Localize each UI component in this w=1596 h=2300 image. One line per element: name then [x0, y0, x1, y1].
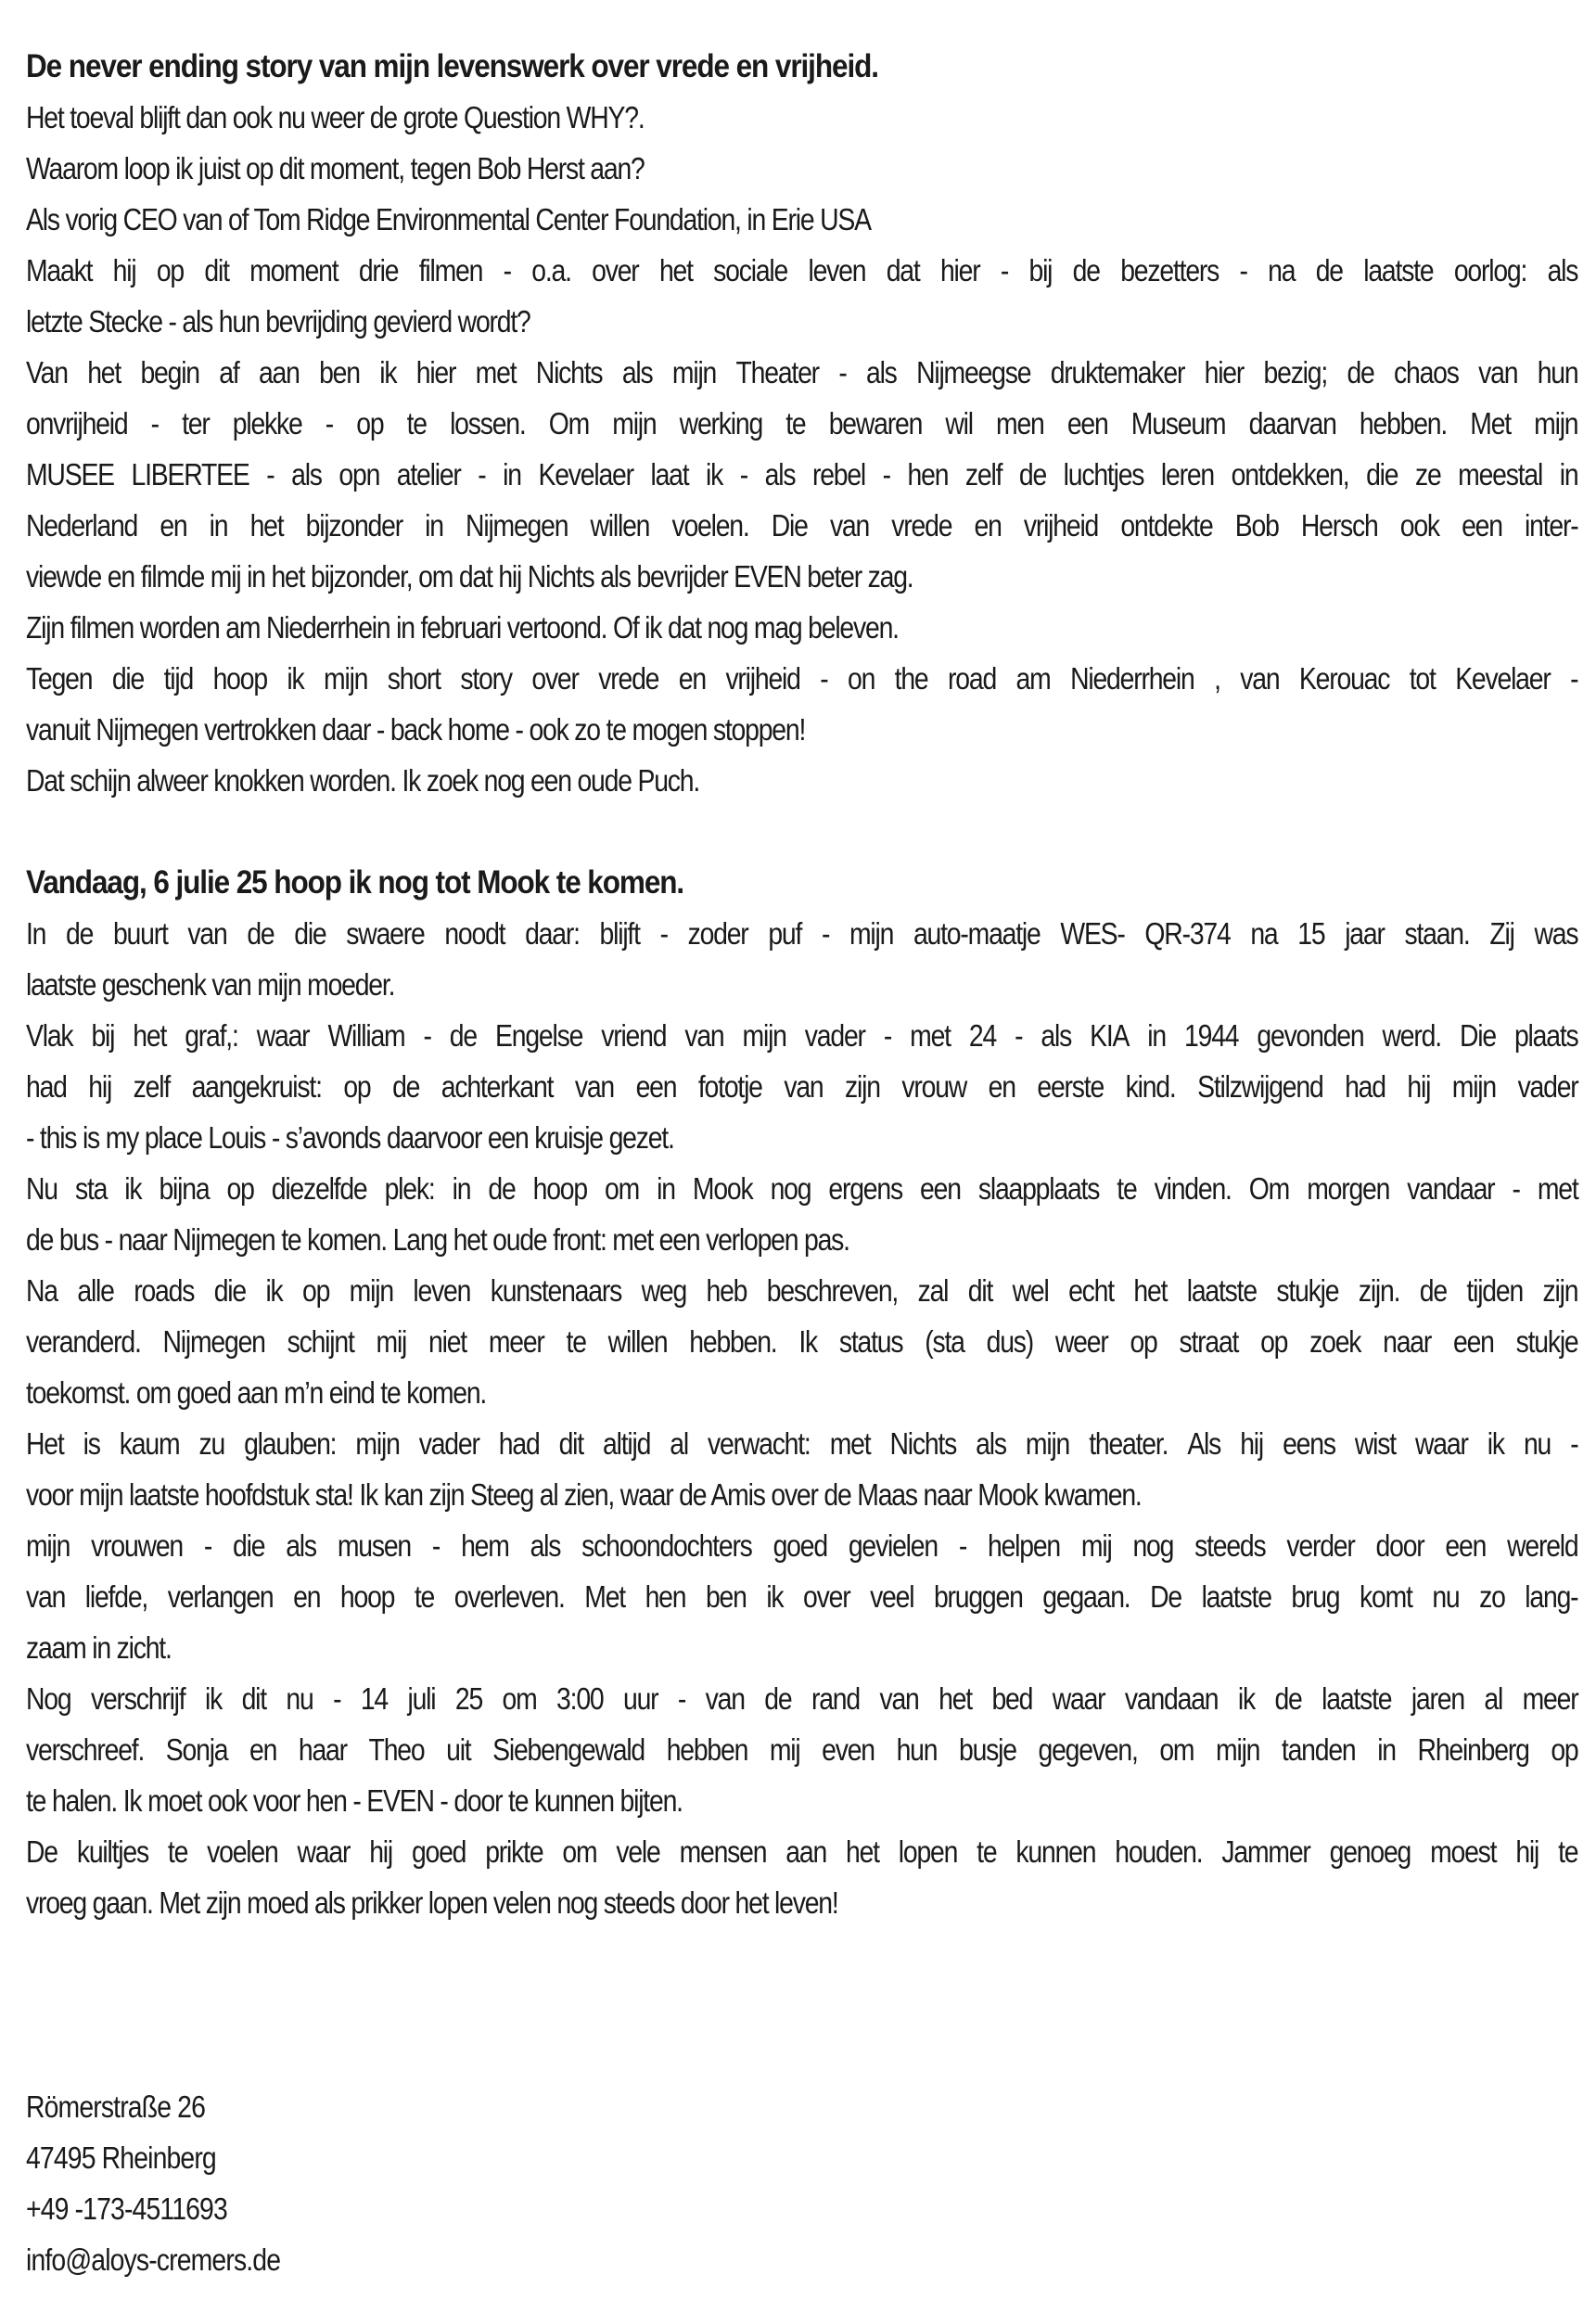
section-gap — [26, 806, 1578, 857]
text-line: onvrijheid - ter plekke - op te lossen. Om mijn werking te bewaren wil men een Museum daarvan hebben. Met mijn — [26, 406, 1578, 441]
text-line: Maakt hij op dit moment drie filmen - o.a. over het sociale leven dat hier - bij de bezetters - na de laatste oorlog: als — [26, 253, 1578, 288]
section-heading-today: Vandaag, 6 julie 25 hoop ik nog tot Mook te komen. — [26, 864, 684, 901]
today-paragraph — [26, 908, 1578, 1928]
section-today — [26, 857, 1578, 1928]
text-line: Waarom loop ik juist op dit moment, tegen Bob Herst aan? — [26, 151, 645, 185]
text-line: mijn vrouwen - die als musen - hem als schoondochters goed gevielen - helpen mij nog steeds verder door een wereld — [26, 1528, 1578, 1563]
address-gap — [26, 1928, 1578, 2081]
section-heading-story: De never ending story van mijn levenswerk over vrede en vrijheid. — [26, 48, 878, 84]
document-page — [26, 41, 1578, 2285]
text-line: voor mijn laatste hoofdstuk sta! Ik kan zijn Steeg al zien, waar de Amis over de Maas naar Mook kwamen. — [26, 1477, 1142, 1512]
address-city: 47495 Rheinberg — [26, 2140, 216, 2175]
address-block — [26, 2081, 1578, 2285]
text-line: Het toeval blijft dan ook nu weer de grote Question WHY?. — [26, 100, 645, 134]
text-line: Nog verschrijf ik dit nu - 14 juli 25 om 3:00 uur - van de rand van het bed waar vandaan ik de laatste jaren al meer — [26, 1681, 1578, 1716]
text-line: Tegen die tijd hoop ik mijn short story over vrede en vrijheid - on the road am Niederrhein , van Kerouac tot Kevelaer - — [26, 661, 1578, 696]
text-line: zaam in zicht. — [26, 1630, 172, 1665]
text-line: Dat schijn alweer knokken worden. Ik zoek nog een oude Puch. — [26, 763, 700, 798]
text-line: Van het begin af aan ben ik hier met Nichts als mijn Theater - als Nijmeegse druktemaker hier bezig; de chaos van hun — [26, 355, 1578, 390]
story-paragraph — [26, 92, 1578, 806]
text-line: Als vorig CEO van of Tom Ridge Environmental Center Foundation, in Erie USA — [26, 202, 871, 236]
text-line: te halen. Ik moet ook voor hen - EVEN - door te kunnen bijten. — [26, 1783, 683, 1818]
text-line: Nu sta ik bijna op diezelfde plek: in de hoop om in Mook nog ergens een slaapplaats te vinden. Om morgen vandaar - met — [26, 1171, 1578, 1206]
text-line: Nederland en in het bijzonder in Nijmegen willen voelen. Die van vrede en vrijheid ontdekte Bob Hersch ook een inter- — [26, 508, 1578, 543]
text-line: de bus - naar Nijmegen te komen. Lang het oude front: met een verlopen pas. — [26, 1222, 849, 1257]
text-line: van liefde, verlangen en hoop te overleven. Met hen ben ik over veel bruggen gegaan. De laatste brug komt nu zo lang- — [26, 1579, 1578, 1614]
text-line: Zijn filmen worden am Niederrhein in februari vertoond. Of ik dat nog mag beleven. — [26, 610, 899, 645]
text-line: veranderd. Nijmegen schijnt mij niet meer te willen hebben. Ik status (sta dus) weer op straat op zoek naar een stukje — [26, 1324, 1578, 1359]
text-line: vroeg gaan. Met zijn moed als prikker lopen velen nog steeds door het leven! — [26, 1885, 838, 1920]
address-email[interactable]: info@aloys-cremers.de — [26, 2242, 281, 2277]
address-street: Römerstraße 26 — [26, 2089, 206, 2124]
text-line: vanuit Nijmegen vertrokken daar - back home - ook zo te mogen stoppen! — [26, 712, 806, 747]
text-line: viewde en filmde mij in het bijzonder, om dat hij Nichts als bevrijder EVEN beter zag. — [26, 559, 913, 594]
text-line: Na alle roads die ik op mijn leven kunstenaars weg heb beschreven, zal dit wel echt het laatste stukje zijn. de tijden zijn — [26, 1273, 1578, 1308]
text-line: verschreef. Sonja en haar Theo uit Siebengewald hebben mij even hun busje gegeven, om mijn tanden in Rheinberg op — [26, 1732, 1578, 1767]
text-line: Het is kaum zu glauben: mijn vader had dit altijd al verwacht: met Nichts als mijn theater. Als hij eens wist waar ik nu - — [26, 1426, 1578, 1461]
section-story — [26, 41, 1578, 806]
text-line: MUSEE LIBERTEE - als opn atelier - in Kevelaer laat ik - als rebel - hen zelf de luchtjes leren ontdekken, die ze meestal in — [26, 457, 1578, 492]
text-line: De kuiltjes te voelen waar hij goed prikte om vele mensen aan het lopen te kunnen houden. Jammer genoeg moest hij te — [26, 1834, 1578, 1869]
text-line: - this is my place Louis - s’avonds daarvoor een kruisje gezet. — [26, 1120, 674, 1155]
address-phone: +49 -173-4511693 — [26, 2191, 227, 2226]
text-line: Vlak bij het graf,: waar William - de Engelse vriend van mijn vader - met 24 - als KIA in 1944 gevonden werd. Die plaats — [26, 1018, 1578, 1053]
text-line: toekomst. om goed aan m’n eind te komen. — [26, 1375, 487, 1410]
text-line: In de buurt van de die swaere noodt daar: blijft - zoder puf - mijn auto-maatje WES- QR-374 na 15 jaar staan. Zij was — [26, 916, 1578, 951]
text-line: letzte Stecke - als hun bevrijding gevierd wordt? — [26, 304, 530, 339]
text-line: had hij zelf aangekruist: op de achterkant van een fototje van zijn vrouw en eerste kind. Stilzwijgend had hij mijn vader — [26, 1069, 1578, 1104]
text-line: laatste geschenk van mijn moeder. — [26, 967, 395, 1002]
